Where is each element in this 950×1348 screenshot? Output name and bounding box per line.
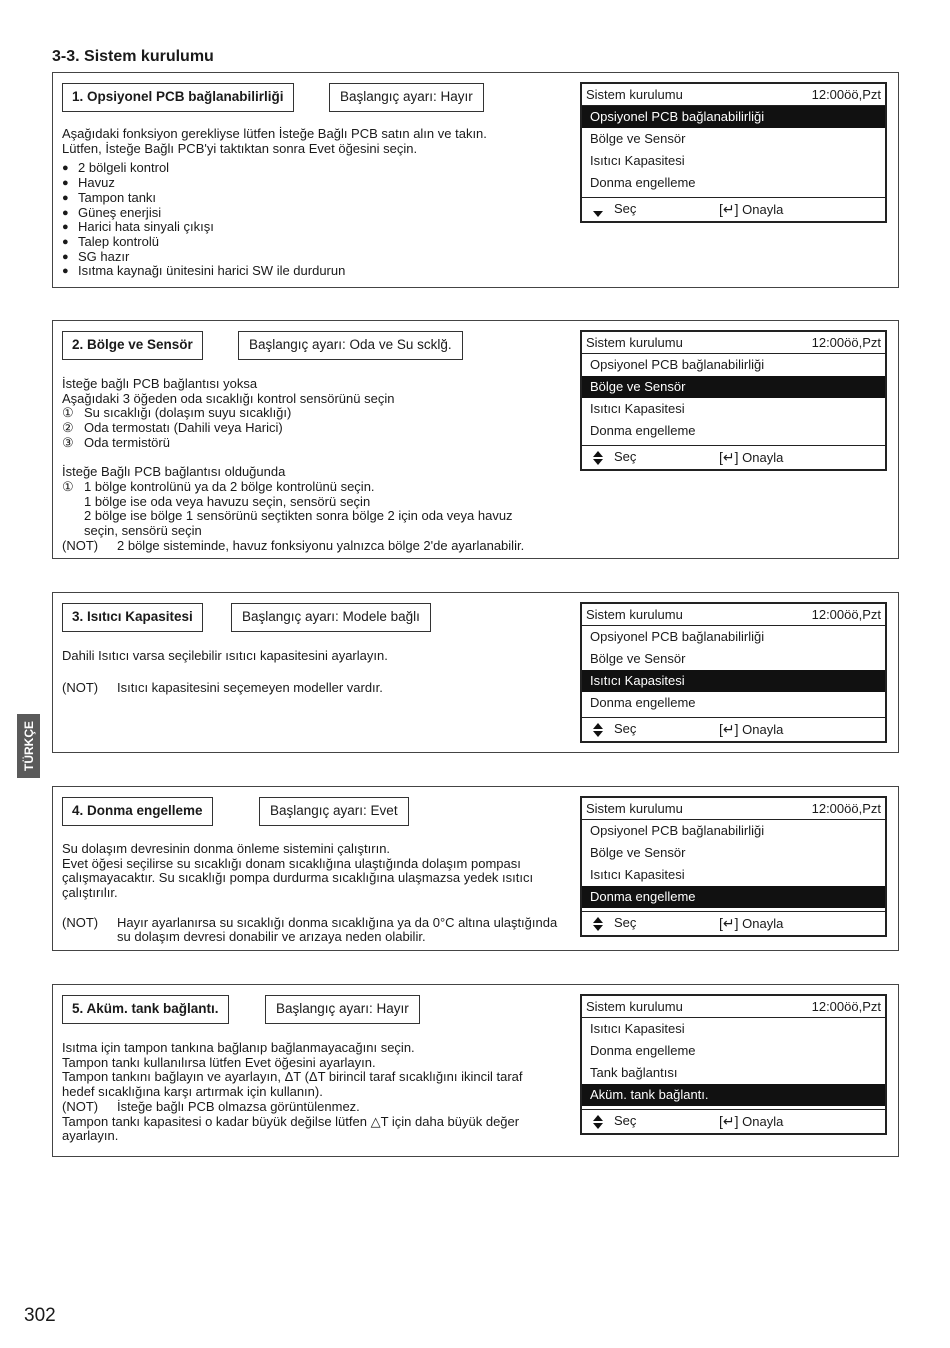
section-zone-sensor [52,320,899,559]
menu-item-zone-sensor[interactable]: Bölge ve Sensör [590,651,686,666]
section-title: 5. Aküm. tank bağlantı. [62,995,229,1024]
note-label: (NOT) [62,537,99,553]
section-body [62,1041,523,1144]
list-item: ● 2 bölgeli kontrol [62,161,487,176]
enter-icon: [↵] [719,201,739,217]
page-heading: 3-3. Sistem kurulumu [52,48,214,65]
select-label: Seç [614,201,637,216]
note-label: (NOT) [62,1098,99,1114]
initial-setting: Başlangıç ayarı: Modele bağlı [231,603,431,632]
menu-item-freeze-protection[interactable]: Donma engelleme [590,695,696,710]
screen-title: Sistem kurulumu [586,801,683,816]
menu-item-heater-capacity[interactable]: Isıtıcı Kapasitesi [582,670,885,692]
list-item: ● Isıtma kaynağı ünitesini harici SW ile durdurun [62,264,487,279]
section-optional-pcb [52,72,899,288]
screen-footer [582,197,885,221]
lcd-screen [580,602,887,743]
body-line: seçin, sensörü seçin [84,523,202,539]
section-body [62,649,388,695]
feature-list [62,161,487,279]
numbered-text: Oda termistörü [84,434,170,450]
screen-clock: 12:00öö,Pzt [811,87,881,102]
menu-item-optional-pcb[interactable]: Opsiyonel PCB bağlanabilirliği [590,357,765,372]
note-text [117,916,557,945]
up-down-arrow-icon [592,1113,604,1131]
circled-number: ① [62,405,74,421]
list-item: ● Harici hata sinyali çıkışı [62,220,487,235]
list-item: ● Güneş enerjisi [62,206,487,221]
confirm-label: Onayla [742,202,784,217]
screen-header [582,604,885,626]
language-label: TÜRKÇE [21,721,36,771]
body-line: Evet öğesi seçilirse su sıcaklığı donam sıcaklığına ulaştığında dolaşım pompası [62,855,521,871]
confirm-label: Onayla [742,1114,784,1129]
screen-footer [582,445,885,469]
numbered-text: Oda termostatı (Dahili veya Harici) [84,420,283,436]
section-buffer-tank [52,984,899,1157]
list-item: ● Havuz [62,176,487,191]
section-title: 1. Opsiyonel PCB bağlanabilirliği [62,83,294,112]
menu-item-heater-capacity[interactable]: Isıtıcı Kapasitesi [590,153,685,168]
section-heater-capacity [52,592,899,753]
up-down-arrow-icon [592,721,604,739]
menu-item-tank-connection[interactable]: Tank bağlantısı [590,1065,678,1080]
circled-number: ② [62,420,74,436]
body-line: Tampon tankı kullanılırsa lütfen Evet öğesini ayarlayın. [62,1054,376,1070]
lcd-screen [580,994,887,1135]
menu-item-heater-capacity[interactable]: Isıtıcı Kapasitesi [590,401,685,416]
section-body [62,842,557,945]
screen-header [582,996,885,1018]
menu-item-buffer-tank[interactable]: Aküm. tank bağlantı. [582,1084,885,1106]
initial-setting: Başlangıç ayarı: Hayır [329,83,484,112]
screen-footer [582,1109,885,1133]
confirm-hint [719,912,783,935]
screen-footer [582,911,885,935]
up-down-arrow-icon [592,449,604,467]
note [62,1100,523,1115]
screen-header [582,798,885,820]
body-line: Dahili Isıtıcı varsa seçilebilir ısıtıcı kapasitesini ayarlayın. [62,648,388,663]
lcd-screen [580,796,887,937]
section-freeze-protection [52,786,899,951]
numbered-text: Su sıcaklığı (dolaşım suyu sıcaklığı) [84,405,292,421]
circled-number: ① [62,478,74,494]
menu-item-optional-pcb[interactable]: Opsiyonel PCB bağlanabilirliği [582,106,885,128]
note [62,539,524,554]
note-line: Hayır ayarlanırsa su sıcaklığı donma sıcaklığına ya da 0°C altına ulaştığında [117,914,558,930]
note-label: (NOT) [62,914,99,930]
confirm-label: Onayla [742,450,784,465]
select-label: Seç [614,1113,637,1128]
body-line: Tampon tankını bağlayın ve ayarlayın, ΔT (ΔT birincil taraf sıcaklığını ikincil taraf [62,1069,523,1085]
section-title: 3. Isıtıcı Kapasitesi [62,603,203,632]
confirm-label: Onayla [742,722,784,737]
note-label: (NOT) [62,679,99,695]
section-title: 2. Bölge ve Sensör [62,331,203,360]
screen-header [582,332,885,354]
enter-icon: [↵] [719,721,739,737]
body-line: ayarlayın. [62,1128,119,1144]
menu-item-zone-sensor[interactable]: Bölge ve Sensör [590,131,686,146]
confirm-hint [719,446,783,469]
menu-item-zone-sensor[interactable]: Bölge ve Sensör [582,376,885,398]
language-tab [17,714,40,778]
body-line: Su dolaşım devresinin donma önleme sistemini çalıştırın. [62,841,391,856]
page-number: 302 [24,1305,56,1326]
circled-number: ③ [62,434,74,450]
section-body [62,377,524,553]
confirm-label: Onayla [742,916,784,931]
numbered-item [62,436,524,451]
menu-item-freeze-protection[interactable]: Donma engelleme [590,1043,696,1058]
body-line: Lütfen, İsteğe Bağlı PCB'yi taktıktan sonra Evet öğesini seçin. [62,140,418,156]
numbered-item [62,421,524,436]
body-line: hedef sıcaklığına karşı artırmak için kullanın). [62,1084,323,1100]
list-item: ● Tampon tankı [62,191,487,206]
up-down-arrow-icon [592,915,604,933]
list-item: ● SG hazır [62,250,487,265]
body-line: Tampon tankı kapasitesi o kadar büyük değilse lütfen △T için daha büyük değer [62,1113,520,1129]
screen-title: Sistem kurulumu [586,999,683,1014]
lcd-screen [580,82,887,223]
screen-clock: 12:00öö,Pzt [811,801,881,816]
menu-item-freeze-protection[interactable]: Donma engelleme [582,886,885,908]
note-line: su dolaşım devresi donabilir ve arızaya neden olabilir. [117,929,426,945]
note [62,916,557,945]
menu-item-heater-capacity[interactable]: Isıtıcı Kapasitesi [590,1021,685,1036]
body-line: İsteğe Bağlı PCB bağlantısı olduğunda [62,464,286,480]
screen-header [582,84,885,106]
confirm-hint [719,1110,783,1133]
enter-icon: [↵] [719,1113,739,1129]
screen-clock: 12:00öö,Pzt [811,335,881,350]
body-line: çalışmayacaktır. Su sıcaklığı pompa durdurma sıcaklığına ulaşmazsa yedek ısıtıcı [62,870,534,886]
body-line: Aşağıdaki fonksiyon gerekliyse lütfen İsteğe Bağlı PCB satın alın ve takın. [62,126,487,141]
select-label: Seç [614,915,637,930]
note-text: Isıtıcı kapasitesini seçemeyen modeller vardır. [117,679,383,695]
confirm-hint [719,718,783,741]
initial-setting: Başlangıç ayarı: Evet [259,797,409,826]
section-title: 4. Donma engelleme [62,797,213,826]
note-text: İsteğe bağlı PCB olmazsa görüntülenmez. [117,1098,360,1114]
initial-setting: Başlangıç ayarı: Hayır [265,995,420,1024]
menu-item-freeze-protection[interactable]: Donma engelleme [590,423,696,438]
section-body [62,127,487,279]
numbered-text: 1 bölge kontrolünü ya da 2 bölge kontrolünü seçin. [84,478,375,494]
note [62,681,388,696]
enter-icon: [↵] [719,915,739,931]
screen-title: Sistem kurulumu [586,607,683,622]
enter-icon: [↵] [719,449,739,465]
body-line: 1 bölge ise oda veya havuzu seçin, sensörü seçin [84,493,371,509]
menu-item-optional-pcb[interactable]: Opsiyonel PCB bağlanabilirliği [590,629,765,644]
initial-setting: Başlangıç ayarı: Oda ve Su scklğ. [238,331,463,360]
menu-item-zone-sensor[interactable]: Bölge ve Sensör [590,845,686,860]
select-label: Seç [614,721,637,736]
menu-item-optional-pcb[interactable]: Opsiyonel PCB bağlanabilirliği [590,823,765,838]
screen-title: Sistem kurulumu [586,335,683,350]
lcd-screen [580,330,887,471]
screen-clock: 12:00öö,Pzt [811,607,881,622]
body-line: Aşağıdaki 3 öğeden oda sıcaklığı kontrol sensörünü seçin [62,390,395,406]
body-line: İsteğe bağlı PCB bağlantısı yoksa [62,376,258,391]
body-line: 2 bölge ise bölge 1 sensörünü seçtikten sonra bölge 2 için oda veya havuz [84,508,513,524]
menu-item-heater-capacity[interactable]: Isıtıcı Kapasitesi [590,867,685,882]
down-arrow-icon [592,201,604,219]
numbered-item [62,406,524,421]
screen-footer [582,717,885,741]
screen-clock: 12:00öö,Pzt [811,999,881,1014]
menu-item-freeze-protection[interactable]: Donma engelleme [590,175,696,190]
body-line: Isıtma için tampon tankına bağlanıp bağlanmayacağını seçin. [62,1040,415,1055]
note-text: 2 bölge sisteminde, havuz fonksiyonu yalnızca bölge 2'de ayarlanabilir. [117,537,525,553]
screen-title: Sistem kurulumu [586,87,683,102]
numbered-item [62,480,524,495]
body-line: çalıştırılır. [62,885,118,901]
list-item: ● Talep kontrolü [62,235,487,250]
confirm-hint [719,198,783,221]
select-label: Seç [614,449,637,464]
